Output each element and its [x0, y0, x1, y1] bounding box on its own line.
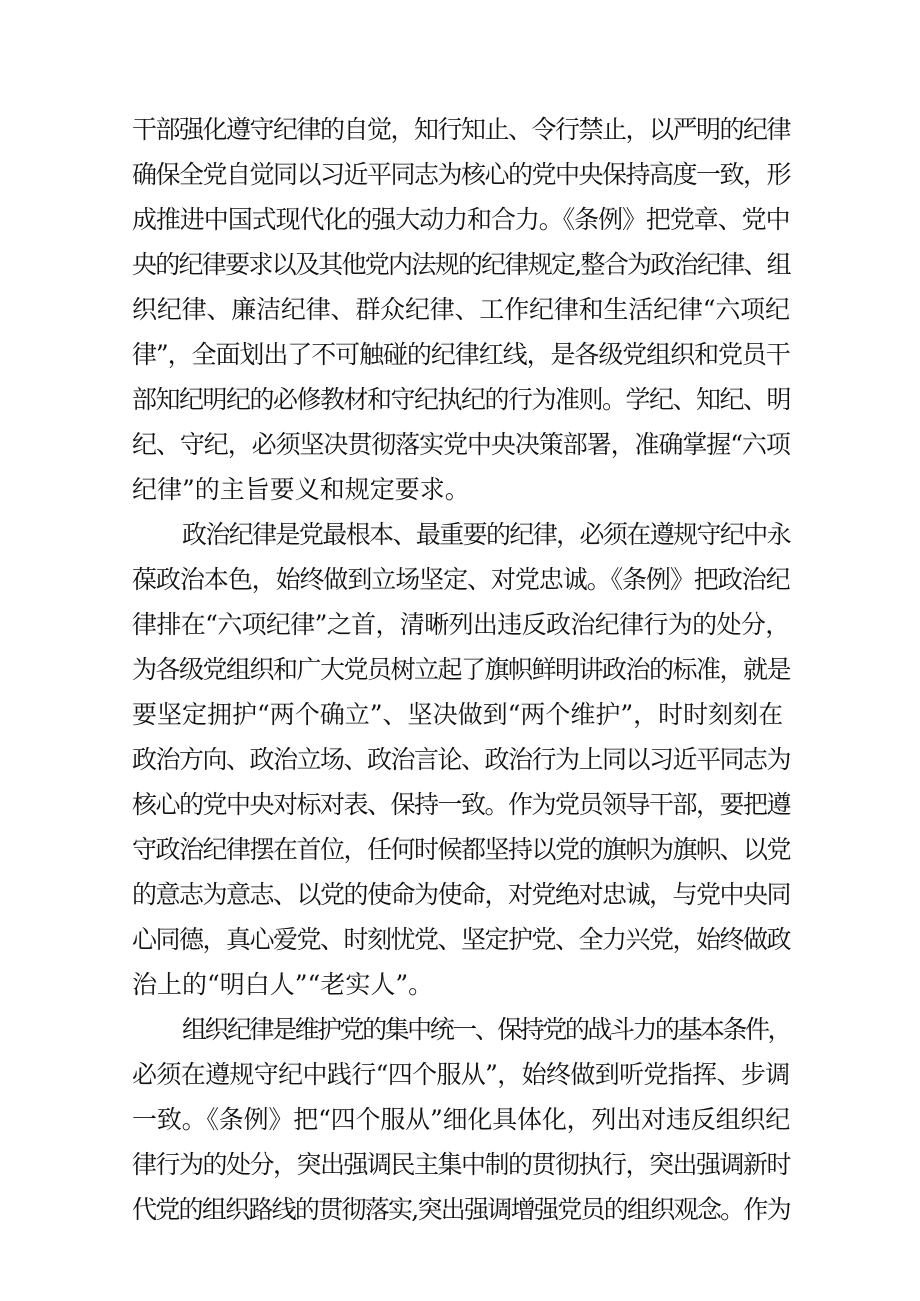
text-line: 律排在“六项纪律”之首，清晰列出违反政治纪律行为的处分，	[132, 610, 790, 639]
paragraph-first-line: 组织纪律是维护党的集中统一、保持党的战斗力的基本条件，	[182, 1015, 791, 1044]
text-line: 心同德，真心爱党、时刻忧党、坚定护党、全力兴党，始终做政	[132, 925, 791, 954]
text-line: 确保全党自觉同以习近平同志为核心的党中央保持高度一致，形	[132, 160, 791, 189]
text-line: 律行为的处分，突出强调民主集中制的贯彻执行，突出强调新时	[132, 1150, 791, 1179]
text-line: 为各级党组织和广大党员树立起了旗帜鲜明讲政治的标准，就是	[132, 655, 791, 684]
paragraph-first-line: 政治纪律是党最根本、最重要的纪律，必须在遵规守纪中永	[182, 520, 791, 549]
text-line: 央的纪律要求以及其他党内法规的纪律规定,整合为政治纪律、组	[132, 250, 790, 279]
text-line: 织纪律、廉洁纪律、群众纪律、工作纪律和生活纪律“六项纪	[132, 295, 790, 324]
text-line: 一致。《条例》把“四个服从”细化具体化，列出对违反组织纪	[132, 1105, 791, 1134]
text-line: 律”，全面划出了不可触碰的纪律红线，是各级党组织和党员干	[132, 340, 790, 369]
text-line: 代党的组织路线的贯彻落实,突出强调增强党员的组织观念。作为	[132, 1195, 790, 1224]
text-line: 要坚定拥护“两个确立”、坚决做到“两个维护”，时时刻刻在	[132, 700, 784, 729]
text-line: 纪律”的主旨要义和规定要求。	[132, 475, 470, 504]
text-line: 纪、守纪，必须坚决贯彻落实党中央决策部署，准确掌握“六项	[132, 430, 790, 459]
text-line: 治上的“明白人”“老实人”。	[132, 970, 434, 999]
text-line: 政治方向、政治立场、政治言论、政治行为上同以习近平同志为	[132, 745, 791, 774]
text-line: 葆政治本色，始终做到立场坚定、对党忠诚。《条例》把政治纪	[132, 565, 790, 594]
text-line: 成推进中国式现代化的强大动力和合力。《条例》把党章、党中	[132, 205, 790, 234]
text-line: 守政治纪律摆在首位，任何时候都坚持以党的旗帜为旗帜、以党	[132, 835, 791, 864]
text-line: 干部强化遵守纪律的自觉，知行知止、令行禁止，以严明的纪律	[132, 115, 791, 144]
text-line: 部知纪明纪的必修教材和守纪执纪的行为准则。学纪、知纪、明	[132, 385, 791, 414]
text-line: 必须在遵规守纪中践行“四个服从”，始终做到听党指挥、步调	[132, 1060, 790, 1089]
text-line: 核心的党中央对标对表、保持一致。作为党员领导干部，要把遵	[132, 790, 791, 819]
text-line: 的意志为意志、以党的使命为使命，对党绝对忠诚，与党中央同	[132, 880, 791, 909]
